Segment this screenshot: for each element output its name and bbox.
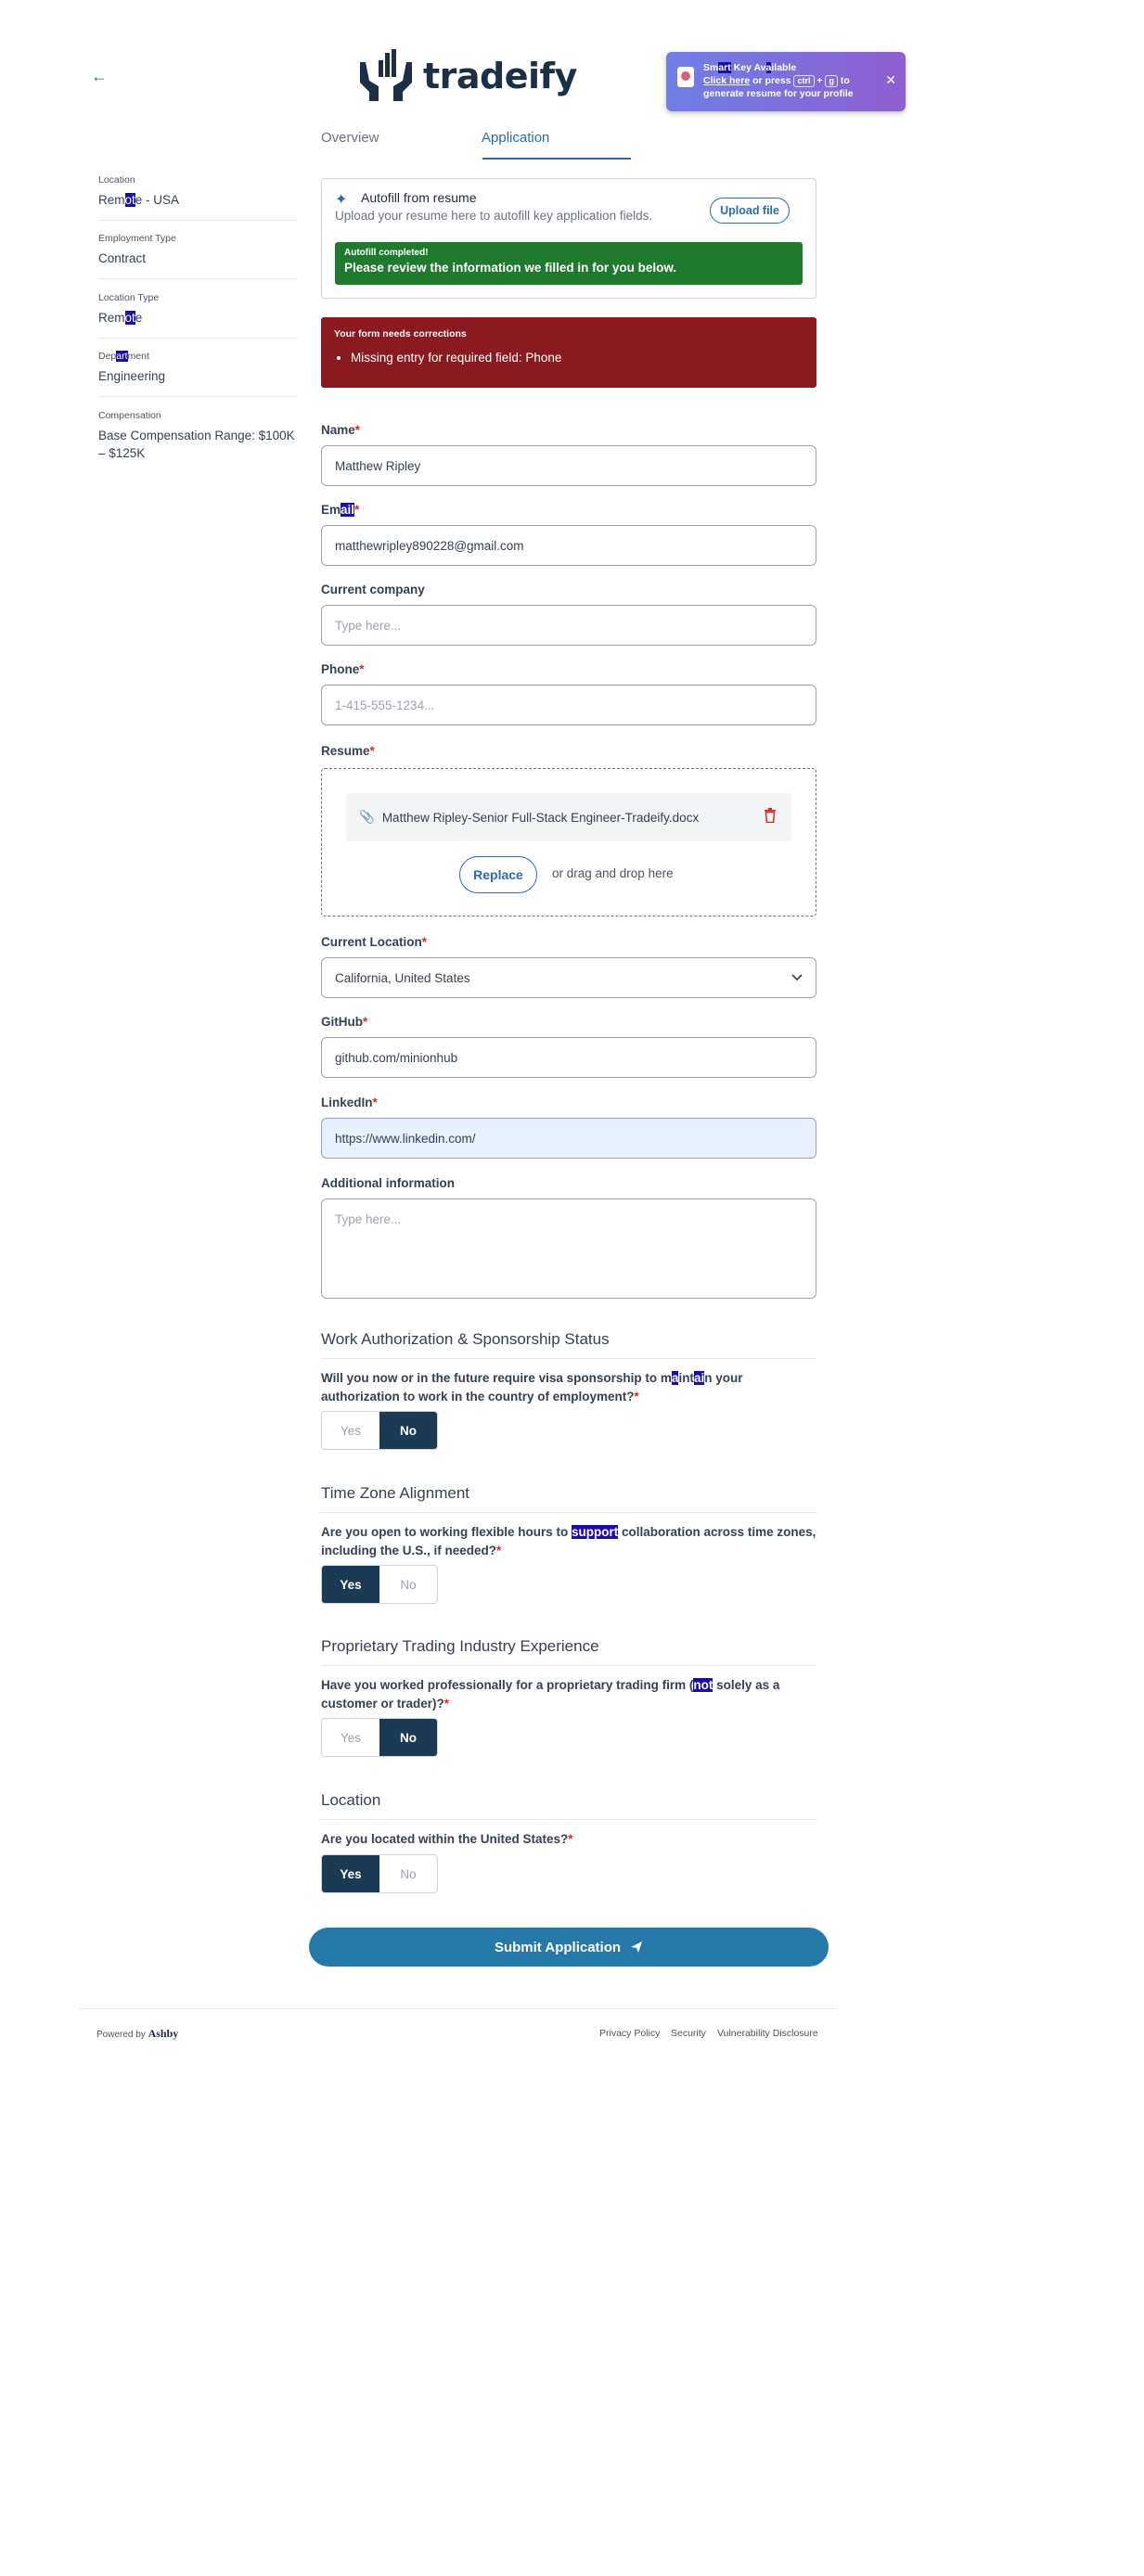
- sidebar-department: Department Engineering: [98, 351, 297, 397]
- key-g: g: [825, 75, 838, 87]
- additional-info-label: Additional information: [321, 1176, 455, 1190]
- phone-label: Phone*: [321, 662, 365, 676]
- submit-application-button[interactable]: Submit Application: [309, 1928, 829, 1967]
- company-label: Current company: [321, 583, 425, 596]
- drag-drop-hint: or drag and drop here: [552, 866, 674, 880]
- work-authorization-title: Work Authorization & Sponsorship Status: [321, 1330, 816, 1359]
- work-authorization-question: Will you now or in the future require visa sponsorship to maintain your authorization to work in the country of employment?*: [321, 1371, 743, 1403]
- location-no[interactable]: No: [400, 1866, 417, 1881]
- resume-dropzone[interactable]: [321, 768, 816, 916]
- privacy-policy-link[interactable]: Privacy Policy: [599, 2028, 661, 2039]
- work-authorization-no[interactable]: No: [379, 1412, 437, 1449]
- linkedin-input[interactable]: https://www.linkedin.com/: [321, 1118, 816, 1159]
- location-toggle: [321, 1854, 438, 1893]
- name-input[interactable]: Matthew Ripley: [321, 445, 816, 486]
- key-ctrl: ctrl: [793, 75, 814, 87]
- prop-trading-title: Proprietary Trading Industry Experience: [321, 1637, 816, 1666]
- ashby-logo: Ashby: [148, 2027, 179, 2040]
- work-authorization-toggle: [321, 1411, 438, 1450]
- hands-chart-icon: [356, 49, 416, 103]
- magic-wand-icon: ✦: [335, 192, 348, 208]
- github-input[interactable]: github.com/minionhub: [321, 1037, 816, 1078]
- prop-trading-no[interactable]: No: [379, 1719, 437, 1756]
- smart-key-click-here-link[interactable]: Click here: [703, 75, 751, 86]
- paper-plane-icon: [630, 1941, 643, 1954]
- trash-icon[interactable]: [764, 808, 777, 823]
- form-error-banner: Your form needs corrections • Missing entry for required field: Phone: [321, 317, 816, 388]
- time-zone-toggle: [321, 1565, 438, 1604]
- powered-by: Powered by Ashby: [96, 2027, 179, 2040]
- tab-application[interactable]: Application: [482, 130, 550, 146]
- resume-file-name: Matthew Ripley-Senior Full-Stack Engineer-Tradeify.docx: [381, 810, 700, 825]
- smart-key-message: Smart Key Available Click here or press ctrl + g to generate resume for your profile: [703, 62, 854, 99]
- sidebar-employment-type: Employment Type Contract: [98, 233, 297, 279]
- prop-trading-yes[interactable]: Yes: [340, 1730, 362, 1745]
- email-label: Email*: [321, 503, 360, 517]
- linkedin-label: LinkedIn*: [321, 1096, 378, 1109]
- close-icon[interactable]: ✕: [885, 72, 896, 87]
- document-icon: [677, 67, 694, 87]
- prop-trading-question: Have you worked professionally for a proprietary trading firm (not solely as a customer or trader)?*: [321, 1678, 780, 1711]
- back-arrow-icon[interactable]: ←: [91, 67, 108, 85]
- security-link[interactable]: Security: [671, 2028, 706, 2039]
- active-tab-indicator: [482, 158, 631, 160]
- sidebar-location: Location Remote - USA: [98, 174, 297, 221]
- current-location-label: Current Location*: [321, 935, 428, 949]
- name-label: Name*: [321, 423, 361, 437]
- time-zone-no[interactable]: No: [400, 1577, 417, 1592]
- email-input[interactable]: matthewripley890228@gmail.com: [321, 525, 816, 566]
- error-item: • Missing entry for required field: Phone: [351, 351, 803, 365]
- company-input[interactable]: Type here...: [321, 605, 816, 646]
- resume-file-row: [346, 793, 791, 841]
- autofill-title: Autofill from resume: [361, 190, 477, 205]
- current-location-select[interactable]: California, United States: [321, 957, 816, 998]
- autofill-subtitle: Upload your resume here to autofill key application fields.: [335, 209, 653, 223]
- vulnerability-disclosure-link[interactable]: Vulnerability Disclosure: [717, 2028, 818, 2039]
- upload-file-button[interactable]: Upload file: [710, 198, 790, 224]
- smart-key-popup[interactable]: [666, 52, 906, 111]
- sidebar-location-type: Location Type Remote: [98, 292, 297, 339]
- paperclip-icon: 📎: [359, 810, 375, 824]
- footer-divider: [80, 2008, 837, 2009]
- chevron-down-icon: [791, 971, 803, 982]
- autofill-card: [321, 178, 816, 299]
- location-question: Are you located within the United States?*: [321, 1832, 573, 1846]
- replace-resume-button[interactable]: Replace: [459, 856, 537, 893]
- github-label: GitHub*: [321, 1015, 368, 1029]
- location-yes[interactable]: Yes: [322, 1855, 379, 1892]
- work-authorization-yes[interactable]: Yes: [340, 1423, 362, 1438]
- time-zone-title: Time Zone Alignment: [321, 1484, 816, 1513]
- additional-info-textarea[interactable]: Type here...: [321, 1198, 816, 1299]
- prop-trading-toggle: [321, 1718, 438, 1757]
- phone-input[interactable]: 1-415-555-1234...: [321, 685, 816, 725]
- location-section-title: Location: [321, 1791, 816, 1820]
- time-zone-yes[interactable]: Yes: [322, 1566, 379, 1603]
- tab-overview[interactable]: Overview: [321, 130, 379, 146]
- resume-label: Resume*: [321, 744, 375, 758]
- company-logo: [356, 48, 577, 104]
- time-zone-question: Are you open to working flexible hours to support collaboration across time zones, including the U.S., if needed?*: [321, 1525, 816, 1557]
- sidebar-compensation: Compensation Base Compensation Range: $100K – $125K: [98, 410, 295, 460]
- brand-name: tradeify: [423, 56, 577, 96]
- autofill-success-banner: Autofill completed! Please review the information we filled in for you below.: [335, 242, 803, 285]
